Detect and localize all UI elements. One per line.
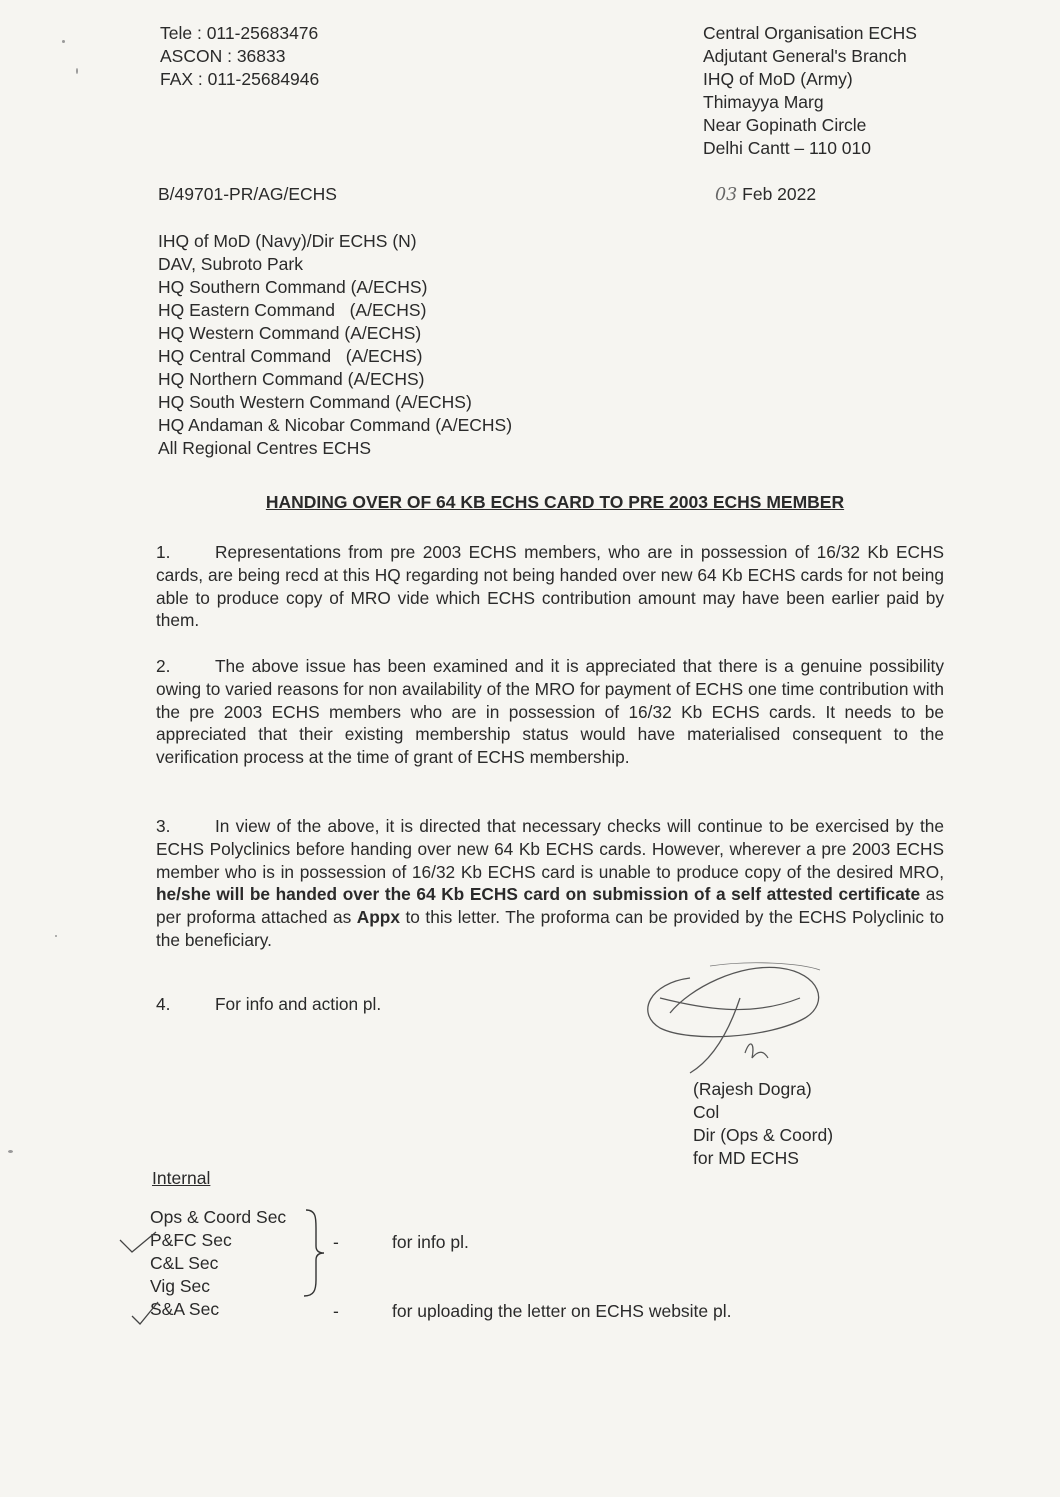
handwritten-day: 03: [715, 185, 738, 205]
dash: -: [333, 1301, 339, 1321]
paragraph-2: [156, 655, 944, 769]
signature-image: [630, 958, 860, 1088]
appendix-ref: Appx: [356, 907, 400, 928]
ascon: ASCON : 36833: [160, 46, 286, 66]
recipient: HQ Eastern Command (A/ECHS): [158, 300, 427, 320]
internal-item: Ops & Coord Sec: [150, 1207, 287, 1227]
signatory-designation: Dir (Ops & Coord): [693, 1125, 834, 1145]
paragraph-text: as per proforma attached as: [156, 884, 944, 928]
paragraph-number: 4.: [156, 994, 171, 1014]
paragraph-number: 2.: [156, 656, 171, 676]
internal-item: Vig Sec: [150, 1276, 210, 1296]
scan-speck: [62, 40, 65, 43]
address-line: Thimayya Marg: [703, 92, 824, 112]
tick-mark-icon: [118, 1230, 158, 1254]
action-info: for info pl.: [392, 1232, 469, 1252]
sender-address: [703, 22, 917, 160]
paragraph-text: Representations from pre 2003 ECHS members, who are in possession of 16/32 Kb ECHS cards, are being recd at this HQ regarding not being handed over new 64 Kb ECHS cards for not being able to produce copy of MRO vide which ECHS contribution amount may have been earlier paid by them.: [156, 542, 944, 631]
internal-list: [150, 1206, 286, 1321]
scan-speck: [76, 68, 78, 74]
signatory-name: (Rajesh Dogra): [693, 1079, 812, 1099]
address-line: Near Gopinath Circle: [703, 115, 867, 135]
address-line: Delhi Cantt – 110 010: [703, 138, 871, 158]
subject-heading: HANDING OVER OF 64 KB ECHS CARD TO PRE 2003 ECHS MEMBER: [265, 492, 845, 512]
recipient: DAV, Subroto Park: [158, 254, 303, 274]
brace-icon: [298, 1208, 328, 1298]
recipient: HQ Northern Command (A/ECHS): [158, 369, 425, 389]
date-month-year: Feb 2022: [742, 184, 817, 204]
scan-speck: [8, 1150, 13, 1153]
internal-item: P&FC Sec: [150, 1230, 232, 1250]
tick-mark-icon: [130, 1300, 160, 1326]
internal-item: S&A Sec: [150, 1299, 220, 1319]
paragraph-number: 3.: [156, 816, 171, 836]
telephone: Tele : 011-25683476: [160, 23, 319, 43]
paragraph-text: For info and action pl.: [215, 994, 382, 1014]
internal-item: C&L Sec: [150, 1253, 219, 1273]
scan-speck: [55, 935, 57, 937]
signatory-for: for MD ECHS: [693, 1148, 799, 1168]
contact-block: [160, 22, 319, 91]
paragraph-text: The above issue has been examined and it is appreciated that there is a genuine possibility owing to varied reasons for non availability of the MRO for payment of ECHS one time contribution with the pre 2003 ECHS members who are in possession of 16/32 Kb ECHS cards. It needs to be appreciated that their existing membership status would have materialised consequent to the verification process at the time of grant of ECHS membership.: [156, 656, 944, 768]
address-line: Central Organisation ECHS: [703, 23, 917, 43]
internal-heading: Internal: [152, 1168, 211, 1188]
paragraph-number: 1.: [156, 542, 171, 562]
signatory-rank: Col: [693, 1102, 720, 1122]
paragraph-bold-text: he/she will be handed over the 64 Kb ECHS card on submission of a self attested certificate: [156, 884, 921, 905]
recipient-list: [158, 230, 512, 460]
recipient: HQ Western Command (A/ECHS): [158, 323, 422, 343]
paragraph-text: In view of the above, it is directed that necessary checks will continue to be exercised by the ECHS Polyclinics before handing over new 64 Kb ECHS cards. However, wherever a pre 2003 ECHS member who is in possession of 16/32 Kb ECHS card is unable to produce copy of the desired MRO,: [156, 816, 944, 882]
paragraph-1: [156, 541, 944, 632]
recipient: IHQ of MoD (Navy)/Dir ECHS (N): [158, 231, 417, 251]
paragraph-text: to this letter. The proforma can be provided by the ECHS Polyclinic to the beneficiary.: [156, 907, 944, 950]
signatory-block: [693, 1078, 833, 1170]
address-line: IHQ of MoD (Army): [703, 69, 853, 89]
dash: -: [333, 1232, 339, 1252]
reference-number: B/49701-PR/AG/ECHS: [158, 184, 337, 204]
recipient: HQ South Western Command (A/ECHS): [158, 392, 472, 412]
recipient: HQ Southern Command (A/ECHS): [158, 277, 428, 297]
recipient: HQ Central Command (A/ECHS): [158, 346, 423, 366]
recipient: HQ Andaman & Nicobar Command (A/ECHS): [158, 415, 513, 435]
action-upload: for uploading the letter on ECHS website pl.: [392, 1301, 732, 1321]
paragraph-3: [156, 815, 944, 952]
recipient: All Regional Centres ECHS: [158, 438, 372, 458]
address-line: Adjutant General's Branch: [703, 46, 907, 66]
letter-date: [715, 184, 816, 205]
fax: FAX : 011-25684946: [160, 69, 320, 89]
